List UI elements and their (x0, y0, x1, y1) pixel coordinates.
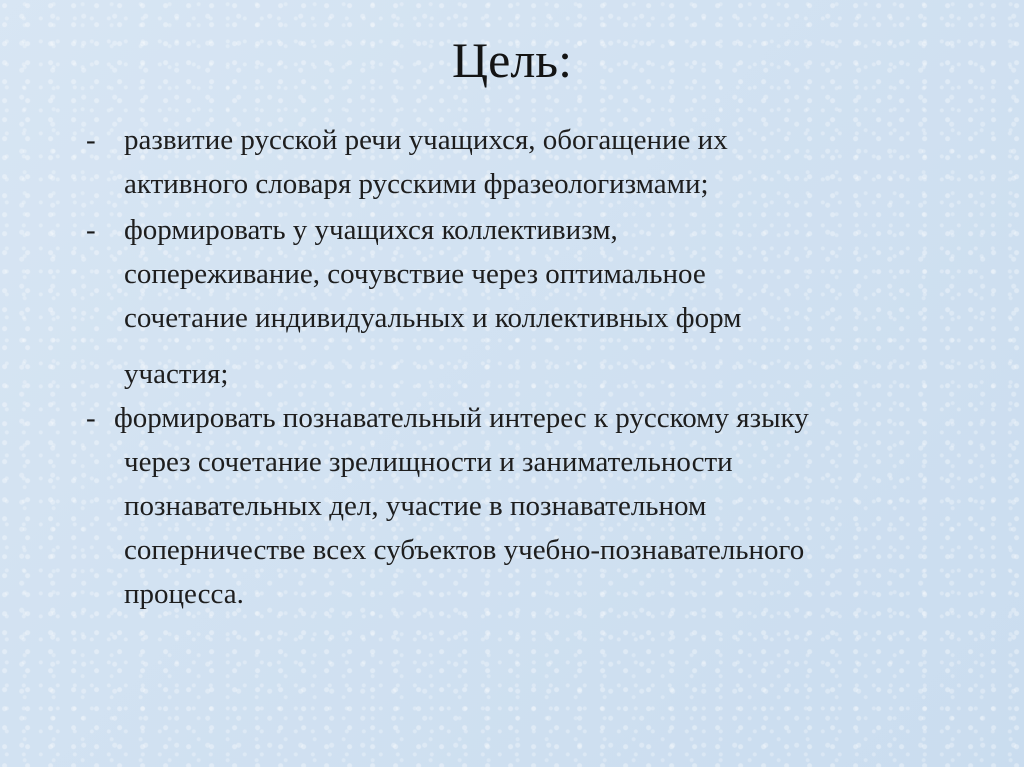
list-item-line: формировать у учащихся коллективизм, (124, 214, 618, 246)
list-item-line: через сочетание зрелищности и занимательности (124, 446, 733, 478)
bullet-dash: - (86, 124, 96, 156)
list-item-line: развитие русской речи учащихся, обогащение их (124, 124, 728, 156)
list-item (124, 118, 728, 206)
list-item-line: участия; (124, 358, 229, 390)
list-item-line: процесса. (124, 578, 244, 610)
list-item-continuation (124, 440, 804, 616)
list-item (114, 396, 809, 440)
list-item-line: активного словаря русскими фразеологизмами; (124, 168, 709, 200)
list-item-line: познавательных дел, участие в познавательном (124, 490, 707, 522)
list-item-line: соперничестве всех субъектов учебно-познавательного (124, 534, 805, 566)
list-item-line: формировать познавательный интерес к русскому языку (114, 402, 809, 434)
slide-title: Цель: (452, 32, 572, 88)
list-item-line: сопереживание, сочувствие через оптимальное (124, 258, 706, 290)
bullet-dash: - (86, 214, 96, 246)
list-item (124, 208, 741, 396)
bullet-dash: - (86, 402, 96, 434)
list-item-line: сочетание индивидуальных и коллективных форм (124, 302, 742, 334)
